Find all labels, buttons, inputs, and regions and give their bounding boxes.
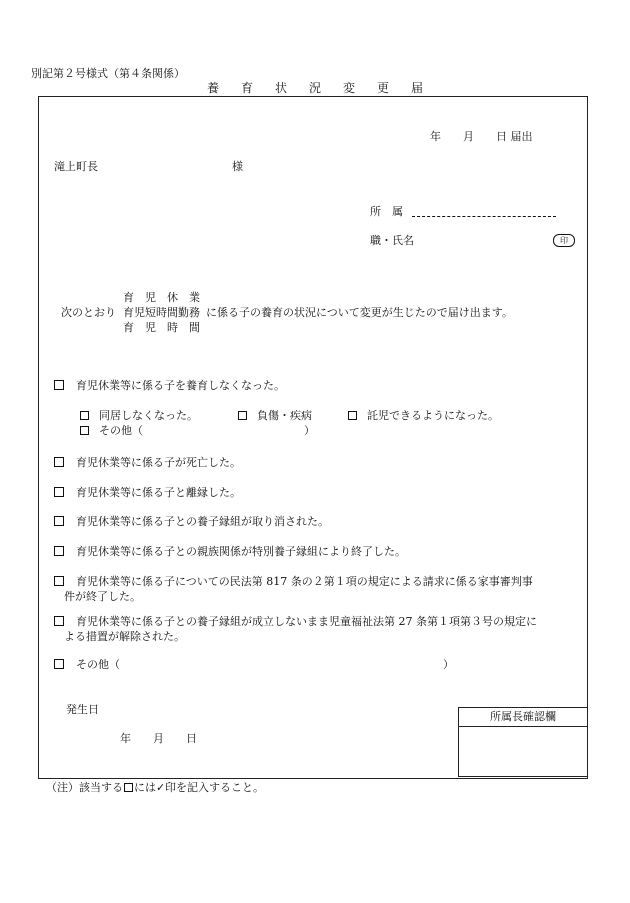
title-char: 況 (308, 81, 321, 95)
item-text: 育児休業等に係る子との養子縁組が取り消された。 (76, 515, 329, 528)
occurrence-label: 発生日 (66, 703, 99, 716)
supervisor-confirmation-box (458, 707, 588, 777)
seal-mark: 印 (553, 234, 575, 247)
sub-item-other-field[interactable] (152, 423, 300, 437)
checkbox[interactable] (80, 411, 89, 420)
position-name-field[interactable] (425, 232, 545, 246)
checkbox[interactable] (80, 426, 89, 435)
list-item (54, 616, 537, 627)
checkbox[interactable] (348, 411, 357, 420)
note-suffix: 印を記入すること。 (165, 781, 264, 794)
title-char: 育 (240, 81, 253, 95)
checkbox[interactable] (54, 516, 64, 526)
body-intro: 次のとおり (61, 306, 116, 319)
sub-item-childcare (348, 410, 499, 421)
item-text: 育児休業等に係る子を養育しなくなった。 (76, 379, 285, 392)
item-text-continued: 件が終了した。 (64, 590, 141, 603)
submission-date: 年 月 日 届出 (430, 130, 533, 143)
sub-item-other-close: ） (304, 424, 315, 437)
form-label: 別記第２号様式（第４条関係） (31, 67, 185, 80)
leave-type-2: 育児短時間勤務 (123, 306, 200, 319)
sub-item-text: 負傷・疾病 (257, 409, 312, 422)
position-name-label: 職・氏名 (370, 234, 414, 247)
supervisor-confirmation-field[interactable] (459, 727, 587, 777)
item-text: 育児休業等に係る子が死亡した。 (76, 456, 241, 469)
sub-item-text: 託児できるようになった。 (367, 409, 499, 422)
item-text: 育児休業等に係る子と離縁した。 (76, 486, 241, 499)
checkbox[interactable] (54, 487, 64, 497)
checkbox[interactable] (54, 457, 64, 467)
addressee: 滝上町長 (54, 160, 98, 173)
leave-type-3: 育 児 時 間 (123, 321, 200, 334)
item-text: その他（ (76, 658, 120, 671)
affiliation-field[interactable] (412, 216, 556, 217)
other-close: ） (443, 658, 454, 671)
leave-type-1: 育 児 休 業 (123, 291, 200, 304)
checkbox-symbol (124, 783, 133, 792)
checkbox[interactable] (54, 576, 64, 586)
list-item (54, 546, 406, 557)
sub-item-injury (238, 410, 312, 421)
list-item (54, 380, 285, 391)
item-text-continued: よる措置が解除された。 (64, 630, 185, 643)
sub-item-text: 同居しなくなった。 (99, 409, 198, 422)
checkmark-icon: ✓ (156, 781, 166, 794)
item-text: 育児休業等に係る子についての民法第 817 条の２第１項の規定による請求に係る家事審判事 (76, 575, 533, 588)
list-item (54, 487, 241, 498)
occurrence-date: 年 月 日 (120, 732, 197, 745)
list-item (54, 457, 241, 468)
checkbox[interactable] (54, 546, 64, 556)
note-prefix: （注）該当する (46, 781, 123, 794)
other-field[interactable] (130, 657, 440, 671)
list-item (54, 516, 329, 527)
checkbox[interactable] (54, 616, 64, 626)
sub-item-other (80, 425, 143, 436)
affiliation-label: 所 属 (370, 205, 403, 218)
checkbox[interactable] (238, 411, 247, 420)
supervisor-confirmation-label: 所属長確認欄 (459, 708, 587, 727)
checkbox[interactable] (54, 380, 64, 390)
sub-item-text: その他（ (99, 424, 143, 437)
note (46, 782, 264, 793)
title-char: 届 (410, 81, 423, 95)
body-text: に係る子の養育の状況について変更が生じたので届け出ます。 (206, 306, 513, 319)
title-char: 状 (274, 81, 287, 95)
item-text: 育児休業等に係る子との養子縁組が成立しないまま児童福祉法第 27 条第１項第３号の規定に (76, 615, 537, 628)
list-item (54, 659, 120, 670)
form-title (196, 82, 434, 94)
item-text: 育児休業等に係る子との親族関係が特別養子縁組により終了した。 (76, 545, 406, 558)
title-char: 変 (342, 81, 355, 95)
sub-item-cohabit (80, 410, 198, 421)
title-char: 更 (376, 81, 389, 95)
checkbox[interactable] (54, 659, 64, 669)
title-char: 養 (206, 81, 219, 95)
list-item (54, 576, 533, 587)
addressee-honorific: 様 (232, 160, 243, 173)
form-frame (38, 96, 588, 779)
note-connector: には (134, 781, 156, 794)
